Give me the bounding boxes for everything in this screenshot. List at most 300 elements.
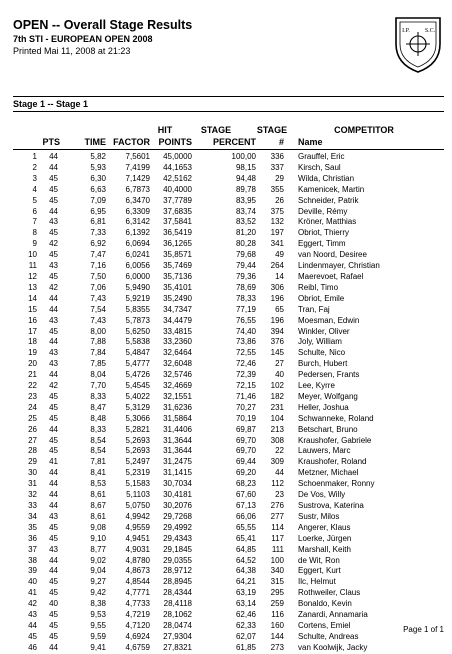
table-row [0, 414, 452, 425]
cell-stage-percent: 83,52 [235, 217, 256, 227]
table-row [0, 174, 452, 185]
cell-hit-factor: 6,0241 [125, 250, 150, 260]
report-title: OPEN -- Overall Stage Results [13, 18, 193, 32]
col-competitor-num: # [278, 137, 284, 147]
cell-pts: 44 [49, 370, 58, 380]
cell-stage-points: 30,4181 [163, 490, 192, 500]
cell-hit-factor: 5,2497 [125, 457, 150, 467]
cell-stage-points: 32,1551 [163, 391, 192, 401]
cell-stage-points: 40,4000 [163, 184, 192, 194]
col-pts: PTS [42, 137, 60, 147]
table-row [0, 359, 452, 370]
table-row [0, 577, 452, 588]
cell-rank: 1 [32, 152, 37, 161]
table-row [0, 610, 452, 621]
cell-time: 9,55 [90, 620, 106, 630]
cell-pts: 45 [49, 620, 58, 630]
table-row [0, 446, 452, 457]
cell-competitor-name: Winkler, Oliver [298, 326, 350, 336]
cell-stage-percent: 70,27 [235, 402, 256, 412]
cell-time: 9,08 [90, 522, 106, 532]
cell-competitor-num: 264 [270, 261, 284, 271]
cell-competitor-name: Reibl, Timo [298, 282, 339, 292]
cell-stage-points: 32,6464 [163, 348, 192, 358]
table-row [0, 479, 452, 490]
cell-stage-percent: 79,68 [235, 250, 256, 260]
cell-hit-factor: 4,9942 [125, 511, 150, 521]
cell-stage-percent: 64,85 [235, 544, 256, 554]
table-row [0, 381, 452, 392]
table-row [0, 545, 452, 556]
cell-rank: 27 [28, 435, 37, 445]
cell-stage-points: 30,2076 [163, 501, 192, 510]
cell-pts: 43 [49, 315, 58, 325]
cell-stage-percent: 65,41 [235, 533, 256, 543]
cell-time: 7,81 [90, 457, 106, 467]
cell-competitor-name: Zanardi, Annamaria [298, 610, 368, 620]
cell-stage-points: 31,2475 [163, 457, 192, 467]
cell-stage-percent: 100,00 [231, 152, 256, 161]
cell-rank: 42 [28, 599, 37, 609]
cell-hit-factor: 5,4022 [125, 391, 150, 401]
cell-stage-points: 37,7789 [163, 195, 192, 205]
cell-hit-factor: 5,0750 [125, 501, 150, 510]
cell-stage-points: 28,4344 [163, 588, 192, 598]
cell-rank: 32 [28, 490, 37, 500]
cell-competitor-name: Joly, William [298, 337, 342, 347]
cell-hit-factor: 6,3309 [125, 206, 150, 216]
cell-stage-percent: 83,74 [235, 206, 256, 216]
cell-pts: 44 [49, 566, 58, 576]
cell-hit-factor: 5,2693 [125, 435, 150, 445]
cell-stage-percent: 64,21 [235, 577, 256, 587]
cell-hit-factor: 4,7120 [125, 620, 150, 630]
cell-stage-percent: 66,06 [235, 511, 256, 521]
cell-rank: 11 [28, 261, 37, 271]
cell-competitor-name: Heller, Joshua [298, 402, 349, 412]
cell-competitor-name: Obriot, Thierry [298, 228, 349, 238]
cell-time: 7,88 [90, 337, 106, 347]
cell-rank: 35 [28, 522, 37, 532]
cell-competitor-name: Schoenmaker, Ronny [298, 479, 375, 489]
cell-stage-points: 33,4815 [163, 326, 192, 336]
cell-stage-points: 29,4992 [163, 522, 192, 532]
cell-competitor-name: Sustr, Milos [298, 511, 340, 521]
cell-pts: 45 [49, 435, 58, 445]
cell-stage-points: 29,1845 [163, 544, 192, 554]
cell-hit-factor: 6,3142 [125, 217, 150, 227]
cell-time: 7,06 [90, 282, 106, 292]
cell-rank: 18 [28, 337, 37, 347]
cell-hit-factor: 5,4777 [125, 359, 150, 369]
cell-competitor-name: Angerer, Klaus [298, 522, 351, 532]
cell-competitor-num: 295 [270, 588, 284, 598]
cell-stage-points: 28,0474 [163, 620, 192, 630]
table-row [0, 490, 452, 501]
cell-stage-points: 37,5841 [163, 217, 192, 227]
cell-time: 6,92 [90, 239, 106, 249]
cell-competitor-num: 337 [270, 162, 284, 172]
cell-rank: 45 [28, 631, 37, 641]
cell-hit-factor: 4,8780 [125, 555, 150, 565]
cell-stage-points: 37,6835 [163, 206, 192, 216]
cell-competitor-num: 14 [275, 271, 284, 281]
cell-competitor-name: Bonaldo, Kevin [298, 599, 352, 609]
cell-pts: 44 [49, 424, 58, 434]
cell-hit-factor: 5,8355 [125, 304, 150, 314]
cell-rank: 46 [28, 642, 37, 652]
table-row [0, 425, 452, 436]
cell-competitor-num: 196 [270, 315, 284, 325]
cell-stage-percent: 67,60 [235, 490, 256, 500]
cell-competitor-name: Schneider, Patrik [298, 195, 359, 205]
cell-rank: 19 [28, 348, 37, 358]
cell-stage-points: 35,7469 [163, 261, 192, 271]
col-hit-top: HIT [157, 125, 173, 135]
cell-competitor-num: 276 [270, 501, 284, 510]
cell-rank: 5 [32, 195, 37, 205]
cell-pts: 42 [49, 282, 58, 292]
cell-rank: 16 [28, 315, 37, 325]
cell-hit-factor: 5,6250 [125, 326, 150, 336]
cell-stage-percent: 78,69 [235, 282, 256, 292]
cell-hit-factor: 4,7771 [125, 588, 150, 598]
cell-pts: 45 [49, 391, 58, 401]
cell-pts: 44 [49, 642, 58, 652]
cell-stage-percent: 65,55 [235, 522, 256, 532]
cell-hit-factor: 5,5838 [125, 337, 150, 347]
page-footer: Page 1 of 1 [403, 625, 444, 634]
cell-pts: 42 [49, 239, 58, 249]
cell-rank: 21 [28, 370, 37, 380]
table-row [0, 523, 452, 534]
cell-stage-percent: 63,19 [235, 588, 256, 598]
cell-competitor-name: Loerke, Jürgen [298, 533, 352, 543]
table-row [0, 534, 452, 545]
cell-competitor-name: Kamenicek, Martin [298, 184, 365, 194]
cell-stage-percent: 77,19 [235, 304, 256, 314]
cell-pts: 43 [49, 261, 58, 271]
cell-hit-factor: 7,1429 [125, 173, 150, 183]
cell-time: 8,48 [90, 413, 106, 423]
cell-competitor-name: Lee, Kyrre [298, 381, 335, 391]
cell-time: 7,47 [90, 250, 106, 260]
cell-competitor-num: 196 [270, 293, 284, 303]
cell-stage-points: 29,0355 [163, 555, 192, 565]
cell-time: 7,70 [90, 381, 106, 391]
cell-competitor-name: Obriot, Emile [298, 293, 345, 303]
table-row [0, 283, 452, 294]
cell-stage-percent: 69,20 [235, 468, 256, 478]
cell-rank: 14 [28, 293, 37, 303]
cell-pts: 45 [49, 402, 58, 412]
cell-time: 8,33 [90, 391, 106, 401]
cell-hit-factor: 6,3470 [125, 195, 150, 205]
table-row [0, 316, 452, 327]
cell-time: 7,43 [90, 293, 106, 303]
cell-hit-factor: 5,3129 [125, 402, 150, 412]
cell-hit-factor: 4,9031 [125, 544, 150, 554]
cell-competitor-num: 104 [270, 413, 284, 423]
cell-competitor-num: 336 [270, 152, 284, 161]
cell-competitor-name: Maerevoet, Rafael [298, 271, 364, 281]
cell-competitor-name: Schulte, Nico [298, 348, 346, 358]
cell-stage-points: 33,2360 [163, 337, 192, 347]
cell-hit-factor: 7,4199 [125, 162, 150, 172]
cell-competitor-num: 231 [270, 402, 284, 412]
table-row [0, 566, 452, 577]
cell-time: 8,04 [90, 370, 106, 380]
printed-date: Printed Mai 11, 2008 at 21:23 [13, 46, 131, 56]
cell-pts: 45 [49, 446, 58, 456]
cell-time: 7,85 [90, 359, 106, 369]
cell-rank: 31 [28, 479, 37, 489]
cell-time: 9,53 [90, 610, 106, 620]
table-row [0, 207, 452, 218]
cell-rank: 6 [32, 206, 37, 216]
cell-time: 7,50 [90, 271, 106, 281]
cell-hit-factor: 4,8544 [125, 577, 150, 587]
table-row [0, 392, 452, 403]
cell-stage-percent: 69,44 [235, 457, 256, 467]
cell-rank: 43 [28, 610, 37, 620]
cell-pts: 44 [49, 468, 58, 478]
cell-time: 9,42 [90, 588, 106, 598]
cell-hit-factor: 5,2319 [125, 468, 150, 478]
cell-time: 8,61 [90, 511, 106, 521]
table-row [0, 643, 452, 654]
cell-competitor-num: 102 [270, 381, 284, 391]
cell-pts: 45 [49, 173, 58, 183]
cell-rank: 20 [28, 359, 37, 369]
cell-hit-factor: 4,6924 [125, 631, 150, 641]
cell-stage-percent: 79,36 [235, 271, 256, 281]
table-row [0, 599, 452, 610]
table-row [0, 403, 452, 414]
ipsc-shield-icon [392, 14, 444, 74]
cell-time: 8,33 [90, 424, 106, 434]
cell-stage-percent: 71,46 [235, 391, 256, 401]
cell-stage-points: 28,8945 [163, 577, 192, 587]
cell-competitor-num: 308 [270, 435, 284, 445]
cell-competitor-num: 375 [270, 206, 284, 216]
cell-time: 8,41 [90, 468, 106, 478]
cell-hit-factor: 6,0694 [125, 239, 150, 249]
cell-time: 6,81 [90, 217, 106, 227]
cell-competitor-name: Schulte, Andreas [298, 631, 359, 641]
cell-rank: 12 [28, 271, 37, 281]
cell-stage-percent: 72,55 [235, 348, 256, 358]
cell-rank: 36 [28, 533, 37, 543]
col-stage-percent-top: STAGE [256, 125, 288, 135]
cell-competitor-name: Kröner, Matthias [298, 217, 357, 227]
cell-pts: 44 [49, 501, 58, 510]
cell-competitor-name: Cortens, Emiel [298, 620, 351, 630]
cell-competitor-num: 27 [275, 359, 284, 369]
cell-rank: 26 [28, 424, 37, 434]
cell-competitor-num: 117 [271, 533, 284, 543]
cell-hit-factor: 6,1392 [125, 228, 150, 238]
table-row [0, 468, 452, 479]
col-hit-bottom: FACTOR [113, 137, 150, 147]
cell-competitor-num: 340 [270, 566, 284, 576]
results-table [0, 152, 452, 654]
table-row [0, 305, 452, 316]
cell-stage-percent: 64,38 [235, 566, 256, 576]
cell-competitor-name: Rothweiler, Claus [298, 588, 361, 598]
cell-rank: 9 [32, 239, 37, 249]
cell-time: 7,16 [90, 261, 106, 271]
cell-pts: 43 [49, 544, 58, 554]
col-stage-points-bottom: POINTS [158, 137, 192, 147]
cell-rank: 7 [32, 217, 37, 227]
cell-stage-percent: 72,46 [235, 359, 256, 369]
cell-stage-points: 31,6236 [163, 402, 192, 412]
cell-hit-factor: 5,3066 [125, 413, 150, 423]
cell-stage-points: 27,9304 [163, 631, 192, 641]
cell-pts: 43 [49, 348, 58, 358]
cell-pts: 45 [49, 184, 58, 194]
table-row [0, 250, 452, 261]
cell-rank: 39 [28, 566, 37, 576]
cell-competitor-num: 100 [270, 555, 284, 565]
cell-rank: 24 [28, 402, 37, 412]
cell-time: 8,00 [90, 326, 106, 336]
col-competitor-top: COMPETITOR [334, 125, 394, 135]
cell-competitor-num: 213 [270, 424, 284, 434]
cell-pts: 44 [49, 490, 58, 500]
cell-rank: 17 [28, 326, 37, 336]
cell-competitor-name: Marshall, Keith [298, 544, 351, 554]
cell-hit-factor: 6,0056 [125, 261, 150, 271]
cell-hit-factor: 6,7873 [125, 184, 150, 194]
cell-competitor-num: 376 [270, 337, 284, 347]
cell-rank: 34 [28, 511, 37, 521]
cell-pts: 44 [49, 555, 58, 565]
cell-competitor-num: 315 [270, 577, 284, 587]
table-row [0, 348, 452, 359]
cell-stage-points: 31,5864 [163, 413, 192, 423]
cell-hit-factor: 4,7733 [125, 599, 150, 609]
cell-hit-factor: 5,1103 [126, 490, 150, 500]
table-row [0, 436, 452, 447]
cell-competitor-num: 309 [270, 457, 284, 467]
table-row [0, 556, 452, 567]
table-row [0, 228, 452, 239]
cell-competitor-name: Burch, Hubert [298, 359, 348, 369]
cell-pts: 43 [49, 511, 58, 521]
cell-rank: 38 [28, 555, 37, 565]
cell-competitor-num: 144 [270, 631, 284, 641]
cell-competitor-num: 277 [270, 511, 284, 521]
cell-stage-points: 45,0000 [163, 152, 192, 161]
cell-stage-points: 27,8321 [163, 642, 192, 652]
cell-pts: 44 [49, 152, 58, 161]
cell-rank: 30 [28, 468, 37, 478]
cell-rank: 41 [28, 588, 37, 598]
cell-time: 6,30 [90, 173, 106, 183]
cell-time: 7,54 [90, 304, 106, 314]
cell-stage-percent: 83,95 [235, 195, 256, 205]
logo-text-right: S.C. [424, 28, 436, 34]
cell-competitor-name: Ilc, Helmut [298, 577, 336, 587]
cell-stage-points: 28,1062 [163, 610, 192, 620]
table-row [0, 163, 452, 174]
cell-time: 5,82 [90, 152, 106, 161]
cell-competitor-name: van Noord, Desiree [298, 250, 367, 260]
cell-time: 9,27 [90, 577, 106, 587]
table-row [0, 337, 452, 348]
cell-pts: 45 [49, 413, 58, 423]
cell-competitor-name: Lauwers, Marc [298, 446, 351, 456]
cell-rank: 13 [28, 282, 37, 292]
cell-stage-points: 34,7347 [163, 304, 192, 314]
cell-rank: 44 [28, 620, 37, 630]
cell-competitor-name: van Koolwijk, Jacky [298, 642, 368, 652]
cell-time: 6,63 [90, 184, 106, 194]
cell-competitor-name: Lindenmayer, Christian [298, 261, 380, 271]
cell-pts: 44 [49, 162, 58, 172]
col-competitor-name: Name [298, 137, 323, 147]
cell-hit-factor: 4,9451 [125, 533, 150, 543]
cell-pts: 45 [49, 271, 58, 281]
cell-pts: 45 [49, 631, 58, 641]
cell-pts: 44 [49, 337, 58, 347]
table-row [0, 632, 452, 643]
cell-pts: 45 [49, 522, 58, 532]
cell-competitor-name: Meyer, Wolfgang [298, 391, 358, 401]
cell-competitor-name: Eggert, Timm [298, 239, 346, 249]
cell-stage-percent: 72,39 [235, 370, 256, 380]
cell-time: 8,77 [90, 544, 106, 554]
cell-competitor-num: 23 [275, 490, 284, 500]
cell-pts: 44 [49, 206, 58, 216]
cell-competitor-name: Kirsch, Saul [298, 162, 341, 172]
cell-stage-percent: 76,55 [235, 315, 256, 325]
cell-pts: 45 [49, 326, 58, 336]
cell-rank: 15 [28, 304, 37, 314]
cell-pts: 41 [49, 457, 58, 467]
cell-rank: 10 [28, 250, 37, 260]
cell-time: 8,61 [90, 490, 106, 500]
cell-stage-percent: 62,33 [235, 620, 256, 630]
cell-time: 8,53 [90, 479, 106, 489]
cell-pts: 42 [49, 381, 58, 391]
cell-rank: 37 [28, 544, 37, 554]
cell-stage-points: 42,5162 [163, 173, 192, 183]
cell-time: 7,43 [90, 315, 106, 325]
cell-stage-points: 28,4118 [163, 599, 192, 609]
cell-stage-points: 31,3644 [163, 435, 192, 445]
cell-pts: 45 [49, 195, 58, 205]
cell-competitor-num: 116 [271, 610, 284, 620]
cell-stage-points: 36,5419 [163, 228, 192, 238]
cell-rank: 4 [32, 184, 37, 194]
cell-stage-percent: 81,20 [235, 228, 256, 238]
col-stage-percent-bottom: PERCENT [212, 137, 256, 147]
cell-pts: 45 [49, 610, 58, 620]
cell-time: 6,95 [90, 206, 106, 216]
cell-rank: 40 [28, 577, 37, 587]
table-row [0, 185, 452, 196]
cell-stage-percent: 61,85 [235, 642, 256, 652]
cell-competitor-name: Kraushofer, Gabriele [298, 435, 372, 445]
cell-stage-percent: 74,40 [235, 326, 256, 336]
cell-stage-points: 35,4101 [163, 282, 192, 292]
cell-competitor-num: 65 [275, 304, 284, 314]
cell-competitor-num: 306 [270, 282, 284, 292]
cell-competitor-name: Eggert, Kurt [298, 566, 341, 576]
